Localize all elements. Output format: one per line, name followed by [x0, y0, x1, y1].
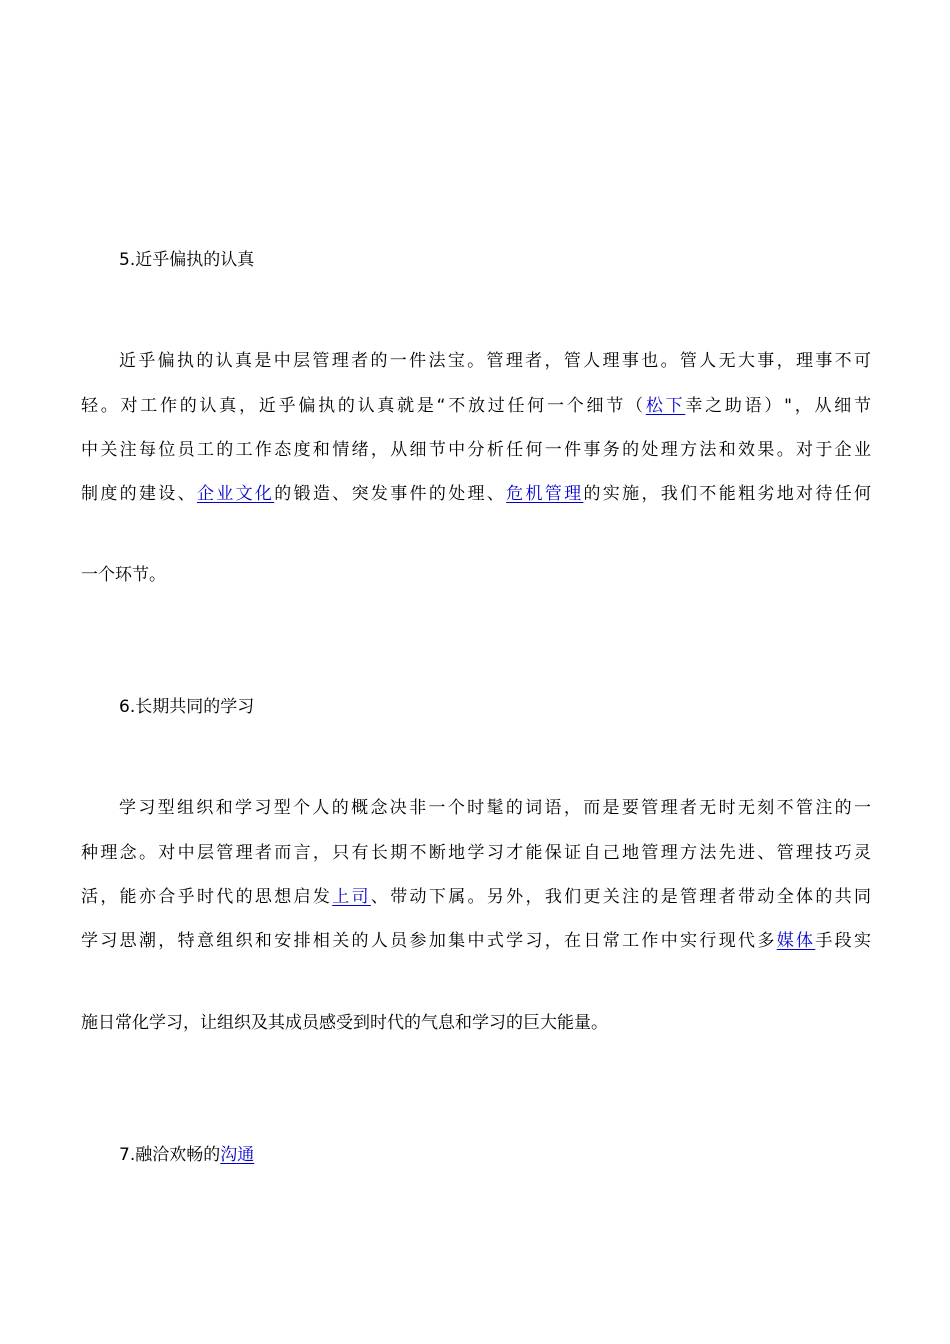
link-communication[interactable]: 沟通 [220, 1145, 255, 1165]
text-fragment: 轻。对工作的认真，近乎偏执的认真就是“不放过任何一个细节（ [81, 396, 646, 416]
link-superior[interactable]: 上司 [332, 887, 371, 907]
section-5-heading: 5.近乎偏执的认真 [119, 250, 255, 270]
link-songxia[interactable]: 松下 [645, 396, 686, 416]
text-fragment: 手段实 [815, 931, 872, 951]
section-5-line-1: 近乎偏执的认真是中层管理者的一件法宝。管理者，管人理事也。管人无大事，理事不可 [119, 351, 871, 371]
section-6-line-1: 学习型组织和学习型个人的概念决非一个时髦的词语，而是要管理者无时无刻不管注的一 [119, 798, 871, 818]
section-5-line-5: 一个环节。 [81, 565, 166, 585]
section-5-line-2 [81, 395, 871, 417]
link-crisis-management[interactable]: 危机管理 [506, 484, 584, 504]
section-6-line-2: 种理念。对中层管理者而言，只有长期不断地学习才能保证自己地管理方法先进、管理技巧灵 [81, 843, 871, 863]
text-fragment: 、带动下属。另外，我们更关注的是管理者带动全体的共同 [370, 887, 872, 907]
section-7-heading [119, 1144, 909, 1166]
text-fragment: 幸之助语）"，从细节 [685, 396, 872, 416]
text-fragment: 的实施，我们不能粗劣地对待任何 [583, 484, 872, 504]
section-6-heading: 6.长期共同的学习 [119, 697, 255, 717]
text-fragment: 制度的建设、 [81, 484, 197, 504]
section-6-line-4 [81, 930, 871, 952]
text-fragment: 学习思潮，特意组织和安排相关的人员参加集中式学习，在日常工作中实行现代多 [81, 931, 777, 951]
text-fragment: 的锻造、突发事件的处理、 [274, 484, 507, 504]
section-6-line-5: 施日常化学习，让组织及其成员感受到时代的气息和学习的巨大能量。 [81, 1013, 608, 1033]
section-5-line-3: 中关注每位员工的工作态度和情绪，从细节中分析任何一件事务的处理方法和效果。对于企业 [81, 440, 871, 460]
section-6-line-3 [81, 886, 871, 908]
link-media[interactable]: 媒体 [776, 931, 816, 951]
link-corporate-culture[interactable]: 企业文化 [196, 484, 275, 504]
text-fragment: 活，能亦合乎时代的思想启发 [81, 887, 333, 907]
heading-text: 7.融洽欢畅的 [119, 1145, 221, 1165]
section-5-line-4 [81, 483, 871, 505]
